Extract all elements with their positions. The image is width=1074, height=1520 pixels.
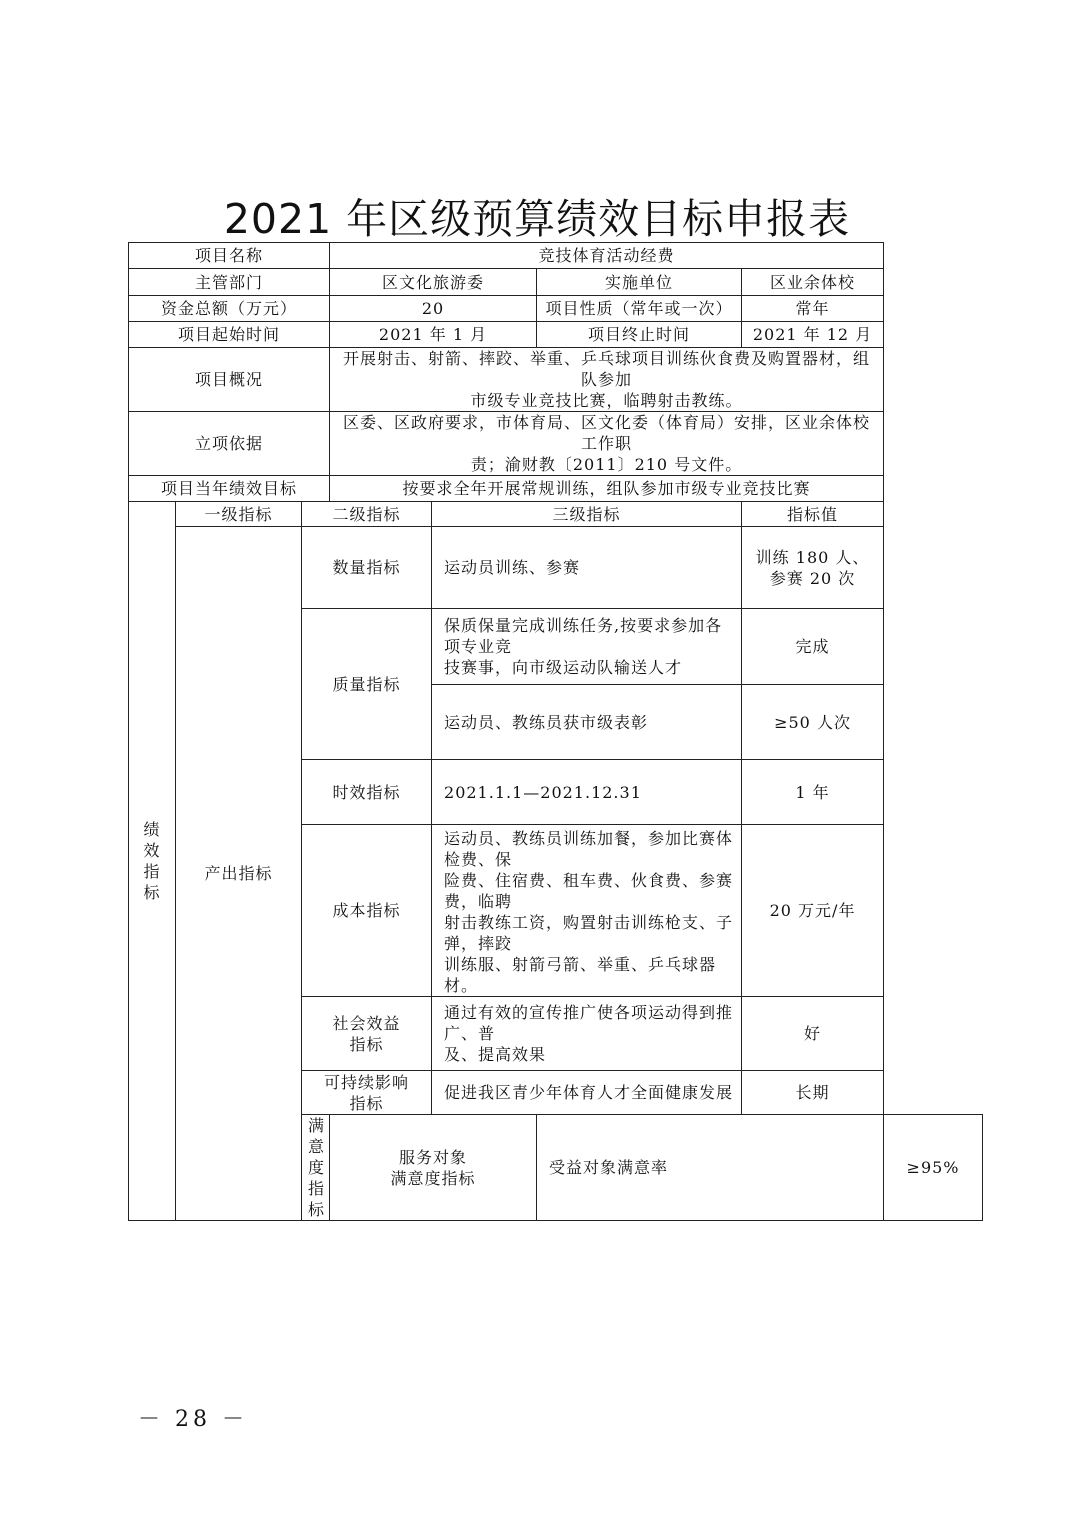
social-desc-line-1: 通过有效的宣传推广使各项运动得到推广、普 xyxy=(444,1003,734,1043)
header-level1: 一级指标 xyxy=(176,502,302,527)
dept-value: 区文化旅游委 xyxy=(330,269,537,296)
budget-performance-table xyxy=(128,242,983,1221)
quality-value-2: ≥50 人次 xyxy=(742,685,884,760)
indicator-header-row xyxy=(129,502,983,527)
total-label: 资金总额（万元） xyxy=(129,296,330,322)
start-label: 项目起始时间 xyxy=(129,322,330,348)
cost-desc-line-3: 射击教练工资，购置射击训练枪支、子弹，摔跤 xyxy=(444,913,734,953)
project-name-label: 项目名称 xyxy=(129,243,330,269)
row-department xyxy=(129,269,983,296)
row-basis xyxy=(129,412,983,476)
overview-value xyxy=(330,348,884,412)
section-char: 效 xyxy=(143,841,161,860)
nature-label: 项目性质（常年或一次） xyxy=(537,296,742,322)
sustainable-name xyxy=(302,1071,432,1115)
social-value: 好 xyxy=(742,997,884,1071)
section-char: 指 xyxy=(143,862,161,881)
performance-indicators-section-label xyxy=(129,502,176,1221)
overview-label: 项目概况 xyxy=(129,348,330,412)
social-desc xyxy=(432,997,742,1071)
social-name-line-1: 社会效益 xyxy=(332,1013,401,1033)
quantity-name: 数量指标 xyxy=(302,527,432,609)
quantity-value-line-2: 参赛 20 次 xyxy=(769,568,856,588)
header-value: 指标值 xyxy=(742,502,884,527)
header-level3: 三级指标 xyxy=(432,502,742,527)
cost-desc xyxy=(432,825,742,997)
service-value: ≥95% xyxy=(884,1115,983,1221)
basis-line-1: 区委、区政府要求，市体育局、区文化委（体育局）安排，区业余体校工作职 xyxy=(343,413,871,453)
sustainable-value: 长期 xyxy=(742,1071,884,1115)
service-desc: 受益对象满意率 xyxy=(537,1115,884,1221)
goal-label: 项目当年绩效目标 xyxy=(129,476,330,502)
service-name-line-2: 满意度指标 xyxy=(390,1168,476,1188)
quality-desc-1-line-2: 技赛事，向市级运动队输送人才 xyxy=(444,658,683,677)
service-name xyxy=(330,1115,537,1221)
end-value: 2021 年 12 月 xyxy=(742,322,884,348)
overview-line-2: 市级专业竞技比赛，临聘射击教练。 xyxy=(470,391,743,410)
section-char: 标 xyxy=(143,883,161,902)
quality-desc-1-line-1: 保质保量完成训练任务,按要求参加各项专业竞 xyxy=(444,616,723,656)
basis-line-2: 责；渝财教〔2011〕210 号文件。 xyxy=(470,455,743,474)
timeliness-name: 时效指标 xyxy=(302,760,432,825)
quantity-desc: 运动员训练、参赛 xyxy=(432,527,742,609)
cost-desc-line-4: 训练服、射箭弓箭、举重、乒乓球器材。 xyxy=(444,955,717,995)
social-name-line-2: 指标 xyxy=(349,1034,384,1054)
total-value: 20 xyxy=(330,296,537,322)
sustainable-desc: 促进我区青少年体育人才全面健康发展 xyxy=(432,1071,742,1115)
quantity-row xyxy=(129,527,983,609)
page-number: － 28 － xyxy=(138,1407,248,1432)
quantity-value-line-1: 训练 180 人、 xyxy=(755,547,870,567)
quality-desc-1 xyxy=(432,609,742,685)
sustainable-name-line-1: 可持续影响 xyxy=(324,1072,410,1092)
nature-value: 常年 xyxy=(742,296,884,322)
quality-desc-2: 运动员、教练员获市级表彰 xyxy=(432,685,742,760)
start-value: 2021 年 1 月 xyxy=(330,322,537,348)
row-overview xyxy=(129,348,983,412)
basis-value xyxy=(330,412,884,476)
sustainable-name-line-2: 指标 xyxy=(349,1093,384,1113)
cost-desc-line-2: 险费、住宿费、租车费、伙食费、参赛费，临聘 xyxy=(444,871,734,911)
cost-name: 成本指标 xyxy=(302,825,432,997)
overview-line-1: 开展射击、射箭、摔跤、举重、乒乓球项目训练伙食费及购置器材，组队参加 xyxy=(343,349,871,389)
quality-name: 质量指标 xyxy=(302,609,432,760)
basis-label: 立项依据 xyxy=(129,412,330,476)
row-funding xyxy=(129,296,983,322)
cost-desc-line-1: 运动员、教练员训练加餐，参加比赛体检费、保 xyxy=(444,829,734,869)
social-name xyxy=(302,997,432,1071)
service-name-line-1: 服务对象 xyxy=(399,1147,468,1167)
timeliness-desc: 2021.1.1—2021.12.31 xyxy=(432,760,742,825)
goal-value: 按要求全年开展常规训练，组队参加市级专业竞技比赛 xyxy=(330,476,884,502)
social-desc-line-2: 及、提高效果 xyxy=(444,1045,547,1064)
section-char: 绩 xyxy=(143,820,161,839)
row-project-name xyxy=(129,243,983,269)
satisfaction-indicator-label: 满意度指标 xyxy=(302,1115,330,1221)
cost-value: 20 万元/年 xyxy=(742,825,884,997)
unit-value: 区业余体校 xyxy=(742,269,884,296)
unit-label: 实施单位 xyxy=(537,269,742,296)
end-label: 项目终止时间 xyxy=(537,322,742,348)
timeliness-value: 1 年 xyxy=(742,760,884,825)
project-name-value: 竞技体育活动经费 xyxy=(330,243,884,269)
header-level2: 二级指标 xyxy=(302,502,432,527)
row-goal xyxy=(129,476,983,502)
row-period xyxy=(129,322,983,348)
output-indicator-label: 产出指标 xyxy=(176,527,302,1221)
document-title: 2021 年区级预算绩效目标申报表 xyxy=(223,195,851,243)
dept-label: 主管部门 xyxy=(129,269,330,296)
quality-value-1: 完成 xyxy=(742,609,884,685)
quantity-value xyxy=(742,527,884,609)
